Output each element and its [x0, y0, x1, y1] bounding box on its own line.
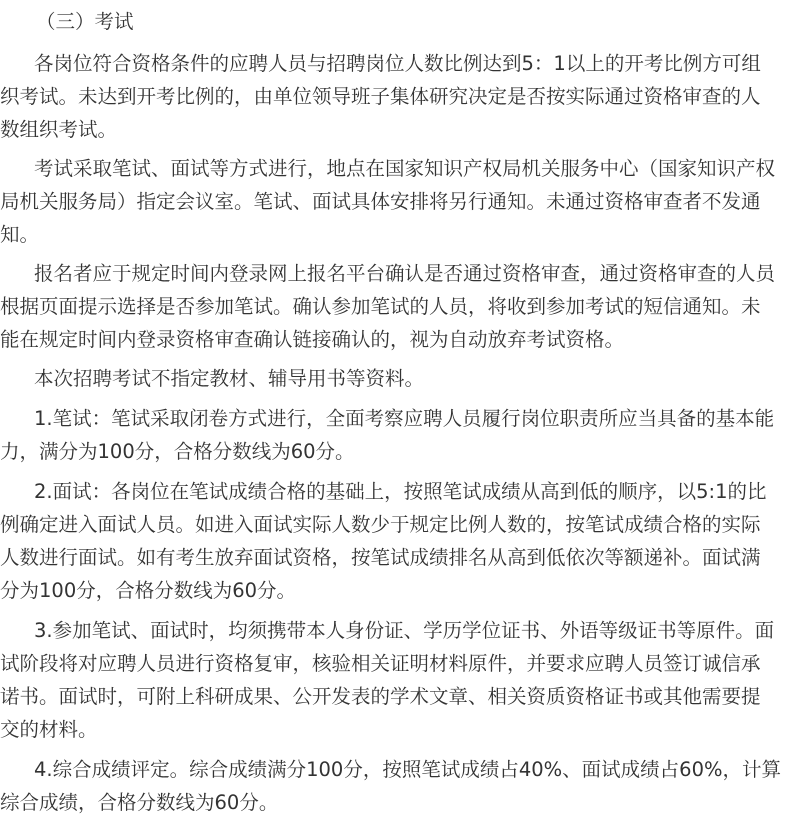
paragraph-6-line-4: 分为100分，合格分数线为60分。: [0, 579, 297, 602]
paragraph-7-line-3: 诺书。面试时，可附上科研成果、公开发表的学术文章、相关资质资格证书或其他需要提: [0, 685, 761, 708]
paragraph-3-line-3: 能在规定时间内登录资格审查确认链接确认的，视为自动放弃考试资格。: [0, 328, 625, 351]
paragraph-1-line-2: 织考试。未达到开考比例的，由单位领导班子集体研究决定是否按实际通过资格审查的人: [0, 85, 761, 108]
paragraph-5-line-1: 1.笔试：笔试采取闭卷方式进行，全面考察应聘人员履行岗位职责所应当具备的基本能: [34, 407, 775, 430]
paragraph-2-line-1: 考试采取笔试、面试等方式进行，地点在国家知识产权局机关服务中心（国家知识产权: [34, 157, 776, 180]
paragraph-6-line-1: 2.面试：各岗位在笔试成绩合格的基础上，按照笔试成绩从高到低的顺序，以5:1的比: [34, 480, 767, 503]
paragraph-1-line-3: 数组织考试。: [0, 118, 118, 141]
paragraph-8-line-2: 综合成绩，合格分数线为60分。: [0, 791, 279, 814]
paragraph-1-line-1: 各岗位符合资格条件的应聘人员与招聘岗位人数比例达到5：1以上的开考比例方可组: [34, 52, 761, 75]
paragraph-2-line-3: 知。: [0, 223, 40, 246]
paragraph-8-line-1: 4.综合成绩评定。综合成绩满分100分，按照笔试成绩占40%、面试成绩占60%，计算: [34, 758, 782, 781]
section-heading: （三）考试: [36, 10, 134, 33]
paragraph-2-line-2: 局机关服务局）指定会议室。笔试、面试具体安排将另行通知。未通过资格审查者不发通: [0, 190, 761, 213]
paragraph-7-line-2: 试阶段将对应聘人员进行资格复审，核验相关证明材料原件，并要求应聘人员签订诚信承: [0, 652, 761, 675]
paragraph-6-line-3: 人数进行面试。如有考生放弃面试资格，按笔试成绩排名从高到低依次等额递补。面试满: [0, 546, 761, 569]
paragraph-7-line-4: 交的材料。: [0, 718, 98, 741]
paragraph-4-line-1: 本次招聘考试不指定教材、辅导用书等资料。: [34, 367, 425, 390]
paragraph-3-line-2: 根据页面提示选择是否参加笔试。确认参加笔试的人员，将收到参加考试的短信通知。未: [0, 295, 761, 318]
paragraph-3-line-1: 报名者应于规定时间内登录网上报名平台确认是否通过资格审查，通过资格审查的人员: [34, 262, 776, 285]
paragraph-6-line-2: 例确定进入面试人员。如进入面试实际人数少于规定比例人数的，按笔试成绩合格的实际: [0, 513, 761, 536]
paragraph-7-line-1: 3.参加笔试、面试时，均须携带本人身份证、学历学位证书、外语等级证书等原件。面: [34, 619, 775, 642]
paragraph-5-line-2: 力，满分为100分，合格分数线为60分。: [0, 440, 355, 463]
